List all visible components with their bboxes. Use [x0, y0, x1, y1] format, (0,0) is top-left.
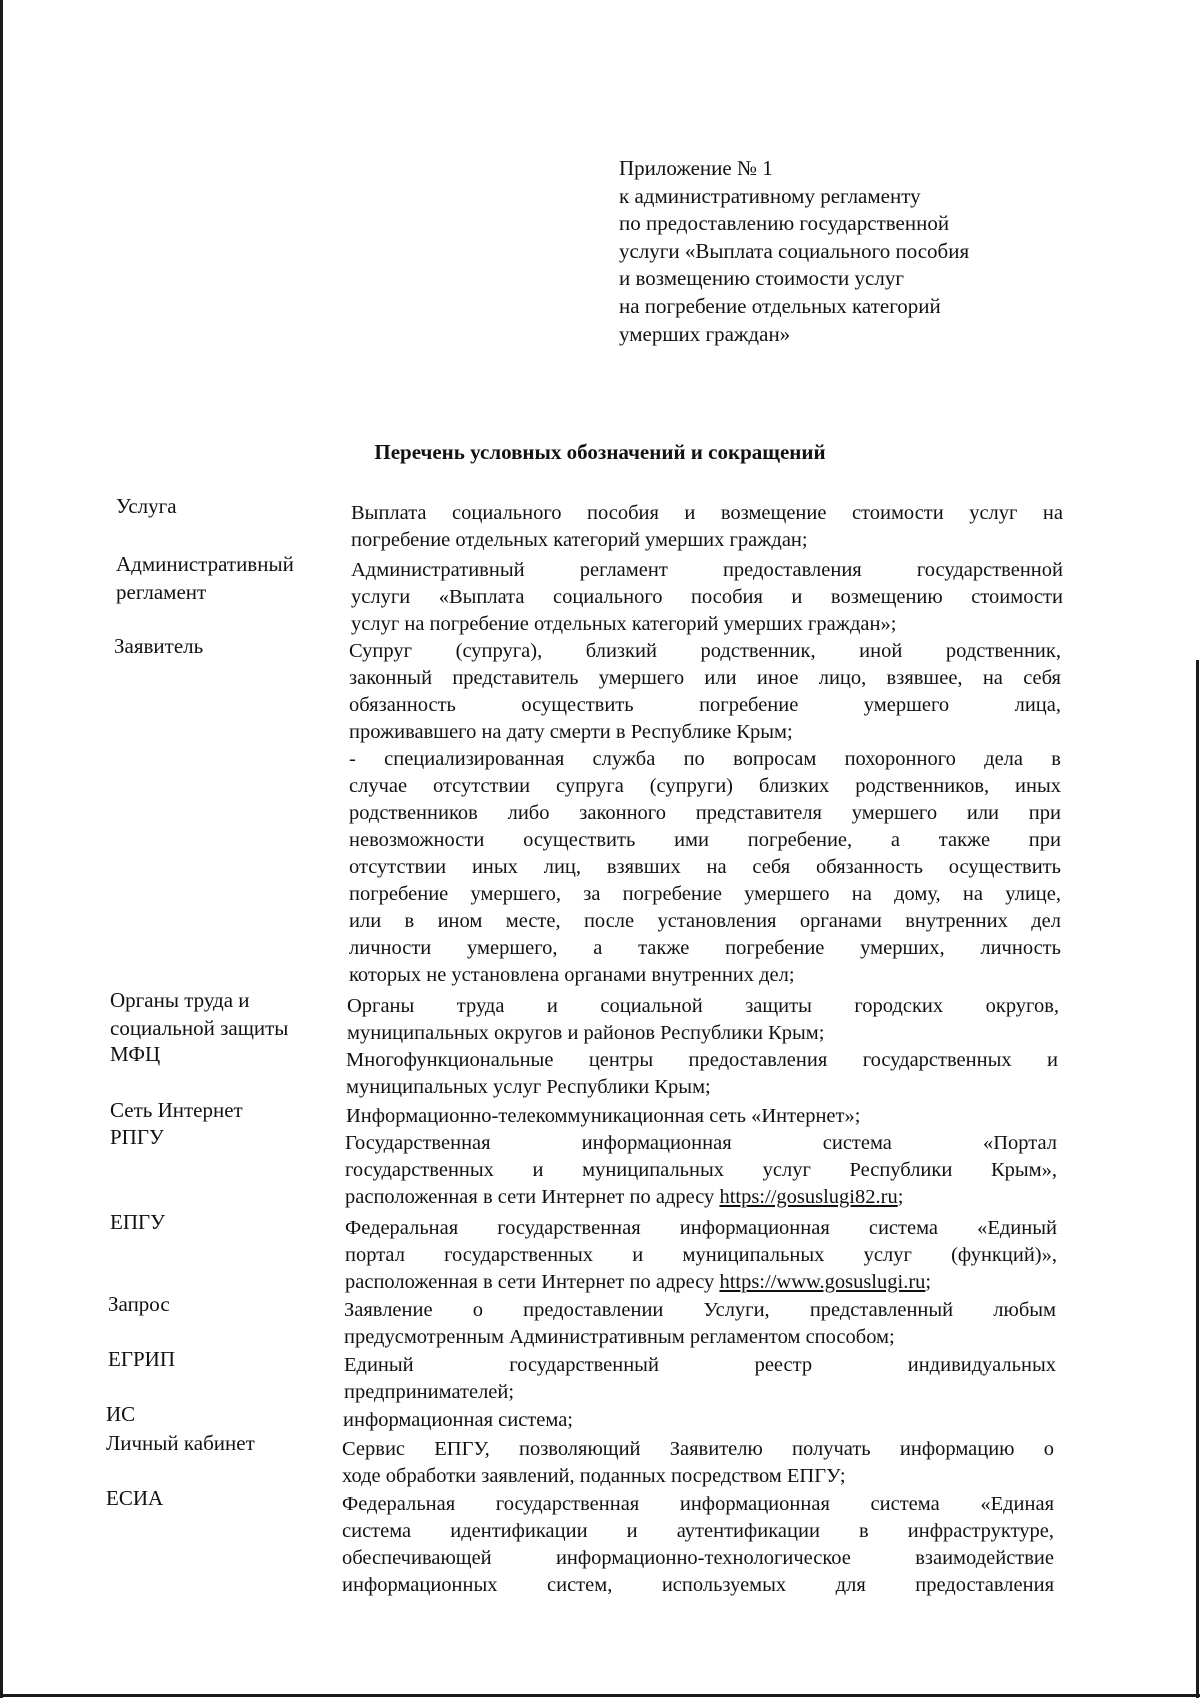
- definition-line: портал государственных и муниципальных услуг (функций)»,: [345, 1244, 1057, 1266]
- appendix-line: по предоставлению государственной: [619, 211, 950, 236]
- definition-line: [345, 1184, 1057, 1211]
- term-mfc: [110, 1040, 340, 1068]
- appendix-line: умерших граждан»: [619, 321, 791, 346]
- term-line: социальной защиты: [110, 1016, 289, 1040]
- term-line: Органы труда и: [110, 988, 250, 1012]
- definition-line: Сервис ЕПГУ, позволяющий Заявителю получать информацию о: [342, 1438, 1054, 1460]
- definition-epgu: [345, 1215, 1057, 1296]
- term-zapros: [108, 1290, 338, 1318]
- term-line: регламент: [116, 580, 207, 604]
- definition-line: предпринимателей;: [344, 1381, 515, 1403]
- definition-esia: [342, 1491, 1054, 1599]
- term-internet: [110, 1096, 340, 1124]
- definition-line: Федеральная государственная информационная система «Единая: [342, 1493, 1054, 1515]
- definition-line: Государственная информационная система «Портал: [345, 1132, 1057, 1154]
- definition-zayavitel: [349, 638, 1061, 989]
- definition-line: муниципальных округов и районов Республики Крым;: [347, 1022, 825, 1044]
- definition-line: муниципальных услуг Республики Крым;: [346, 1076, 711, 1098]
- definition-tail: расположенная в сети Интернет по адресу: [345, 1186, 720, 1208]
- definition-admin-reglament: [351, 557, 1063, 638]
- definition-line: Выплата социального пособия и возмещение стоимости услуг на: [351, 502, 1063, 524]
- definition-line: Органы труда и социальной защиты городских округов,: [347, 995, 1059, 1017]
- term-organy-truda: [110, 986, 340, 1042]
- appendix-line: на погребение отдельных категорий: [619, 293, 941, 318]
- definition-lichny-kabinet: [342, 1436, 1054, 1490]
- term-is: [106, 1400, 336, 1428]
- definition-line: предусмотренным Административным регламентом способом;: [344, 1326, 895, 1348]
- definition-line: которых не установлена органами внутренних дел;: [349, 964, 795, 986]
- definition-tail: расположенная в сети Интернет по адресу: [345, 1271, 720, 1293]
- definition-line: случае отсутствии супруга (супруги) близких родственников, иных: [349, 775, 1061, 797]
- definition-line: проживавшего на дату смерти в Республике Крым;: [349, 721, 793, 743]
- definition-line: невозможности осуществить ими погребение, а также при: [349, 829, 1061, 851]
- definition-zapros: [344, 1297, 1056, 1351]
- definition-is: [343, 1407, 1055, 1434]
- term-line: Запрос: [108, 1292, 170, 1316]
- definition-line: Супруг (супруга), близкий родственник, иной родственник,: [349, 640, 1061, 662]
- term-line: ЕГРИП: [108, 1347, 175, 1371]
- scan-right-edge-mark: [1196, 660, 1199, 1698]
- definition-rpgu: [345, 1130, 1057, 1211]
- term-egrip: [108, 1345, 338, 1373]
- definition-line: законный представитель умершего или иное лицо, взявшее, на себя: [349, 667, 1061, 689]
- definition-line: обязанность осуществить погребение умершего лица,: [349, 694, 1061, 716]
- term-line: Заявитель: [114, 634, 204, 658]
- definition-line: Многофункциональные центры предоставления государственных и: [346, 1049, 1058, 1071]
- term-rpgu: [110, 1123, 340, 1151]
- term-admin-reglament: [116, 550, 346, 606]
- epgu-link[interactable]: https://www.gosuslugi.ru: [719, 1271, 926, 1293]
- term-zayavitel: [114, 632, 344, 660]
- scan-left-border: [0, 0, 3, 1698]
- definition-line: обеспечивающей информационно-технологическое взаимодействие: [342, 1547, 1054, 1569]
- definition-line: Заявление о предоставлении Услуги, представленный любым: [344, 1299, 1056, 1321]
- definition-line: услуг на погребение отдельных категорий умерших граждан»;: [351, 613, 897, 635]
- definition-line: информационная система;: [343, 1409, 573, 1431]
- appendix-header: [619, 155, 1139, 348]
- term-line: РПГУ: [110, 1125, 164, 1149]
- term-lichny-kabinet: [106, 1429, 336, 1457]
- definition-line: Административный регламент предоставления государственной: [351, 559, 1063, 581]
- appendix-line: Приложение № 1: [619, 156, 773, 180]
- definition-organy-truda: [347, 993, 1059, 1047]
- definition-line: Единый государственный реестр индивидуальных: [344, 1354, 1056, 1376]
- term-line: Услуга: [116, 494, 177, 518]
- definition-line: личности умершего, а также погребение умерших, личность: [349, 937, 1061, 959]
- definition-line: Федеральная государственная информационная система «Единый: [345, 1217, 1057, 1239]
- link-suffix: ;: [925, 1271, 932, 1293]
- definition-internet: [346, 1103, 1058, 1130]
- definition-mfc: [346, 1047, 1058, 1101]
- definition-line: погребение умершего, за погребение умершего на дому, на улице,: [349, 883, 1061, 905]
- appendix-line: и возмещению стоимости услуг: [619, 266, 904, 291]
- rpgu-link[interactable]: https://gosuslugi82.ru: [719, 1186, 898, 1208]
- definition-line: ходе обработки заявлений, поданных посредством ЕПГУ;: [342, 1465, 846, 1487]
- definition-line: или в ином месте, после установления органами внутренних дел: [349, 910, 1061, 932]
- term-esia: [106, 1484, 336, 1512]
- link-suffix: ;: [897, 1186, 904, 1208]
- term-epgu: [110, 1208, 340, 1236]
- term-line: ЕПГУ: [110, 1210, 166, 1234]
- definition-line: отсутствии иных лиц, взявших на себя обязанность осуществить: [349, 856, 1061, 878]
- definition-egrip: [344, 1352, 1056, 1406]
- definition-line: услуги «Выплата социального пособия и возмещению стоимости: [351, 586, 1063, 608]
- term-line: МФЦ: [110, 1042, 161, 1066]
- definition-line: родственников либо законного представителя умершего или при: [349, 802, 1061, 824]
- term-line: ИС: [106, 1402, 136, 1426]
- term-line: Административный: [116, 552, 294, 576]
- definition-line: государственных и муниципальных услуг Республики Крым»,: [345, 1159, 1057, 1181]
- term-line: ЕСИА: [106, 1486, 164, 1510]
- term-line: Личный кабинет: [106, 1431, 255, 1455]
- appendix-line: к административному регламенту: [619, 183, 921, 208]
- term-line: Сеть Интернет: [110, 1098, 243, 1122]
- definition-usluga: [351, 500, 1063, 554]
- definition-line: - специализированная служба по вопросам похоронного дела в: [349, 748, 1061, 770]
- definition-line: [345, 1269, 1057, 1296]
- document-title: Перечень условных обозначений и сокращений: [374, 440, 826, 464]
- definition-line: Информационно-телекоммуникационная сеть «Интернет»;: [346, 1105, 861, 1127]
- definition-line: информационных систем, используемых для предоставления: [342, 1574, 1054, 1596]
- definition-line: погребение отдельных категорий умерших граждан;: [351, 529, 808, 551]
- appendix-line: услуги «Выплата социального пособия: [619, 238, 970, 263]
- scan-bottom-edge: [0, 1694, 1200, 1697]
- definition-line: система идентификации и аутентификации в инфраструктуре,: [342, 1520, 1054, 1542]
- term-usluga: [116, 492, 346, 520]
